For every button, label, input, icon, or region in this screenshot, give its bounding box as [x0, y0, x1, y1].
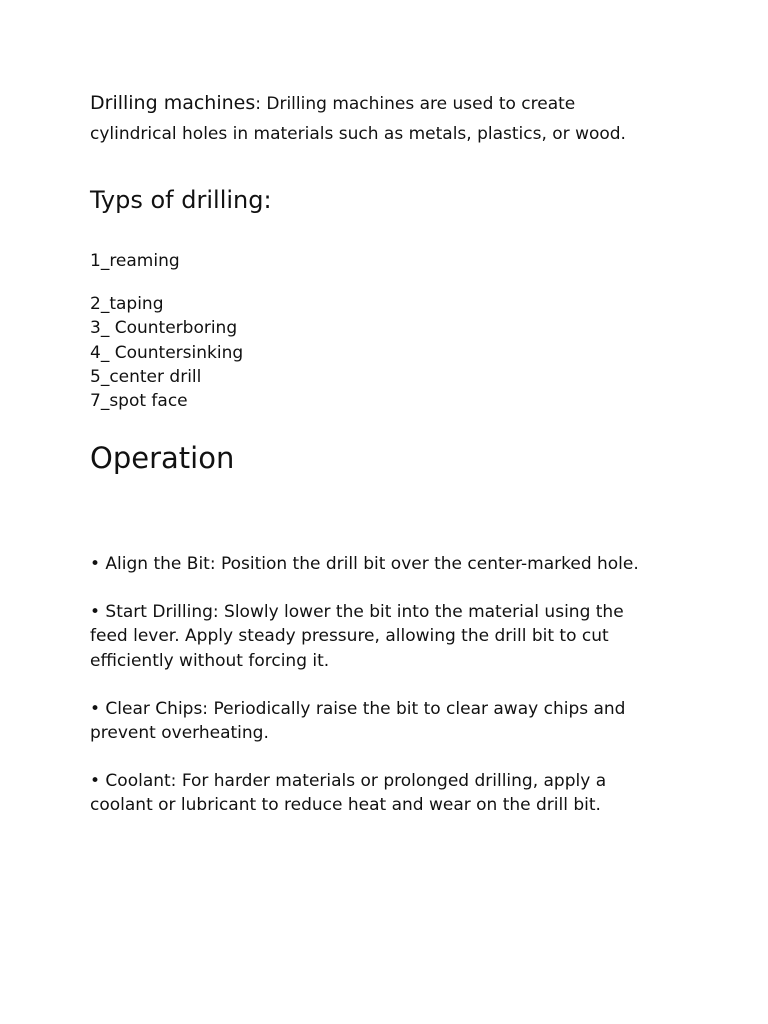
- intro-paragraph-line1: [90, 92, 575, 114]
- type-item: 1_reaming: [90, 251, 180, 271]
- type-item: 3_ Counterboring: [90, 318, 238, 338]
- step-start-drilling-line: • Start Drilling: Slowly lower the bit into the material using the: [90, 602, 624, 622]
- intro-paragraph-line2: cylindrical holes in materials such as metals, plastics, or wood.: [90, 124, 626, 144]
- type-item: 5_center drill: [90, 367, 202, 387]
- step-align-line: • Align the Bit: Position the drill bit over the center-marked hole.: [90, 554, 639, 574]
- step-start-drilling-line: efficiently without forcing it.: [90, 651, 330, 671]
- step-coolant-line: • Coolant: For harder materials or prolonged drilling, apply a: [90, 771, 607, 791]
- intro-definition: : Drilling machines are used to create: [255, 94, 576, 114]
- types-heading: Typs of drilling:: [90, 186, 272, 214]
- step-coolant-line: coolant or lubricant to reduce heat and wear on the drill bit.: [90, 795, 601, 815]
- step-clear-chips-line: prevent overheating.: [90, 723, 269, 743]
- type-item: 4_ Countersinking: [90, 343, 244, 363]
- intro-term: Drilling machines: [90, 92, 256, 114]
- type-item: 2_taping: [90, 294, 164, 314]
- type-item: 7_spot face: [90, 391, 188, 411]
- step-start-drilling-line: feed lever. Apply steady pressure, allowing the drill bit to cut: [90, 626, 609, 646]
- step-clear-chips-line: • Clear Chips: Periodically raise the bit to clear away chips and: [90, 699, 626, 719]
- operation-heading: Operation: [90, 441, 235, 475]
